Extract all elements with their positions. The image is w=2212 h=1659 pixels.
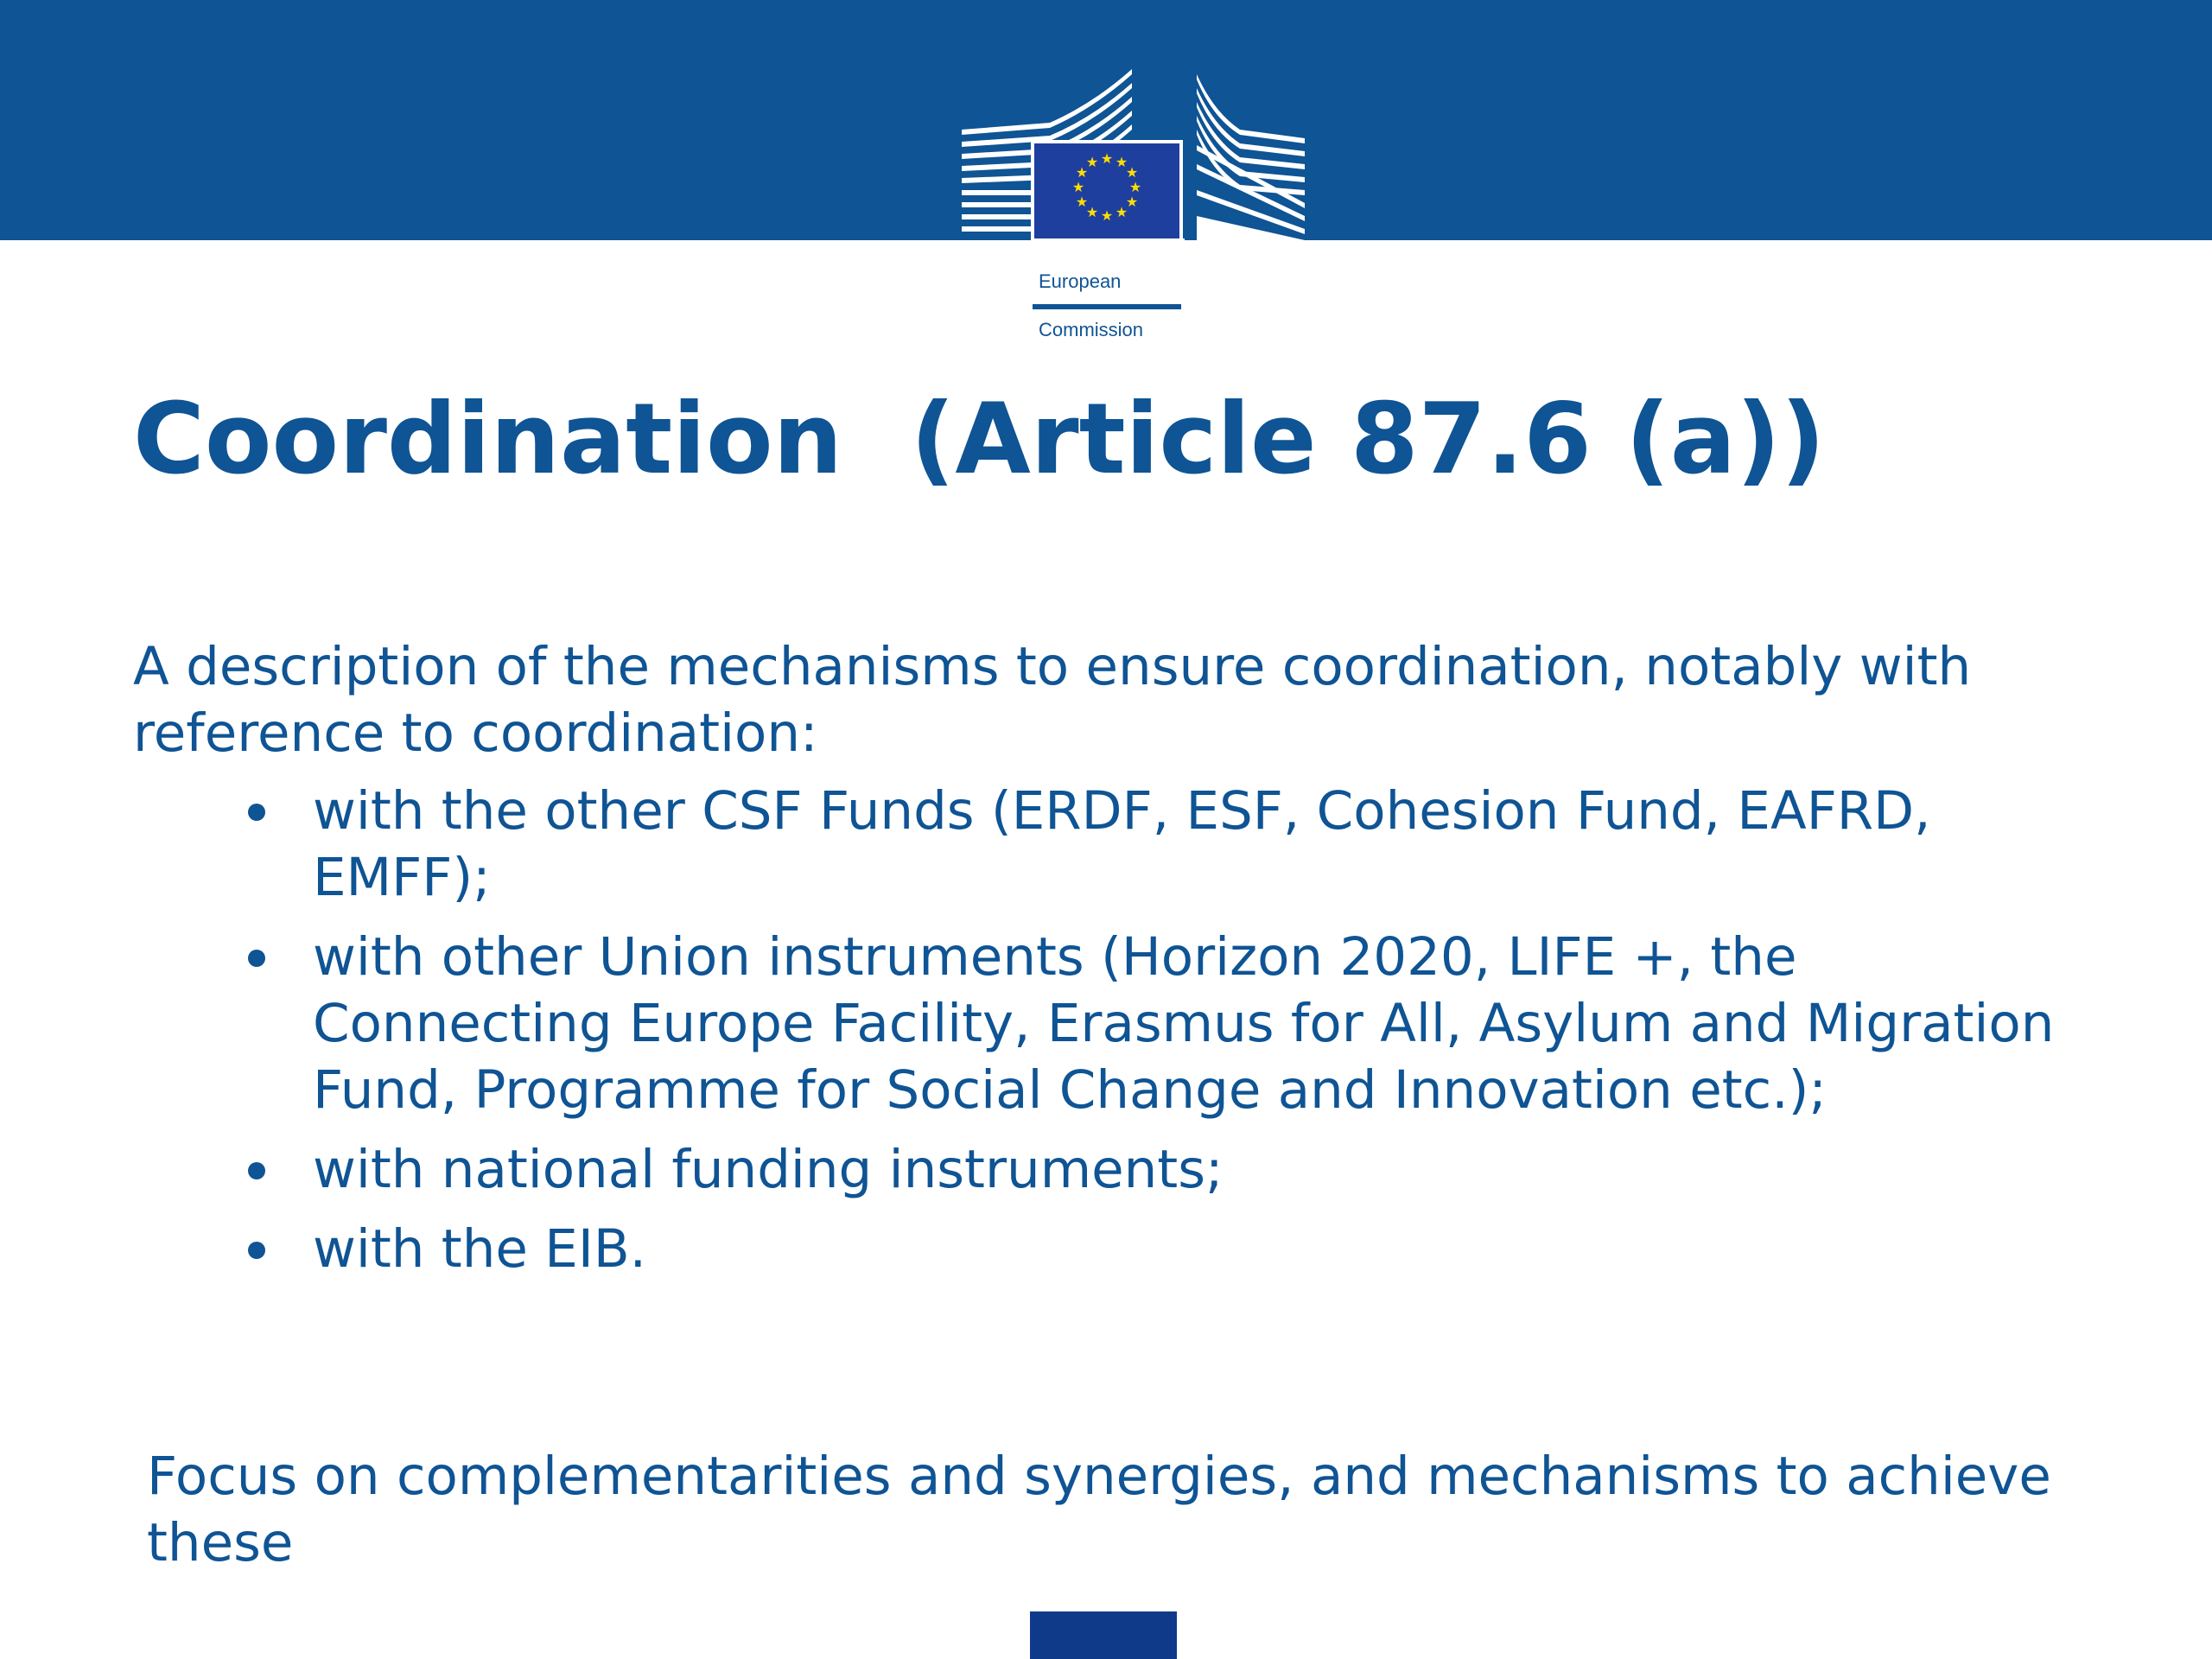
svg-text:★: ★ [1085,154,1099,170]
svg-text:★: ★ [1100,150,1114,167]
focus-paragraph: Focus on complementarities and synergies, and mechanisms to achieve these [147,1446,2051,1573]
bullet-text: with the other CSF Funds (ERDF, ESF, Cohesion Fund, EAFRD, EMFF); [313,780,1931,908]
svg-text:★: ★ [1128,179,1142,195]
bullet-dot-icon [248,1162,265,1179]
svg-text:★: ★ [1115,154,1128,170]
list-item [233,924,2100,1123]
svg-text:★: ★ [1125,194,1139,210]
logo-wordmark [1039,245,1143,366]
svg-text:★: ★ [1071,179,1085,195]
intro-paragraph: A description of the mechanisms to ensure coordination, notably with reference to coordination: [133,636,1972,764]
svg-text:★: ★ [1075,194,1089,210]
svg-text:★: ★ [1125,164,1139,181]
svg-text:★: ★ [1075,164,1089,181]
svg-text:★: ★ [1115,204,1128,220]
footer-tab [1030,1611,1177,1659]
bullet-dot-icon [248,1242,265,1259]
list-item [233,778,2100,911]
bullet-list [233,778,2100,1295]
slide-title: Coordination (Article 87.6 (a)) [133,382,1826,496]
bullet-text: with national funding instruments; [313,1139,1224,1200]
logo-text-line1: European [1039,270,1122,292]
bullet-dot-icon [248,950,265,967]
list-item [233,1216,2100,1282]
bullet-text: with the EIB. [313,1218,647,1280]
bullet-dot-icon [248,804,265,821]
bullet-text: with other Union instruments (Horizon 2020, LIFE +, the Connecting Europe Facility, Erasmus for All, Asylum and Migration Fund, Programme for Social Change and Innovation etc.); [313,926,2055,1121]
svg-text:★: ★ [1085,204,1099,220]
list-item [233,1136,2100,1203]
logo-text-line2: Commission [1039,319,1144,340]
svg-text:★: ★ [1100,207,1114,224]
